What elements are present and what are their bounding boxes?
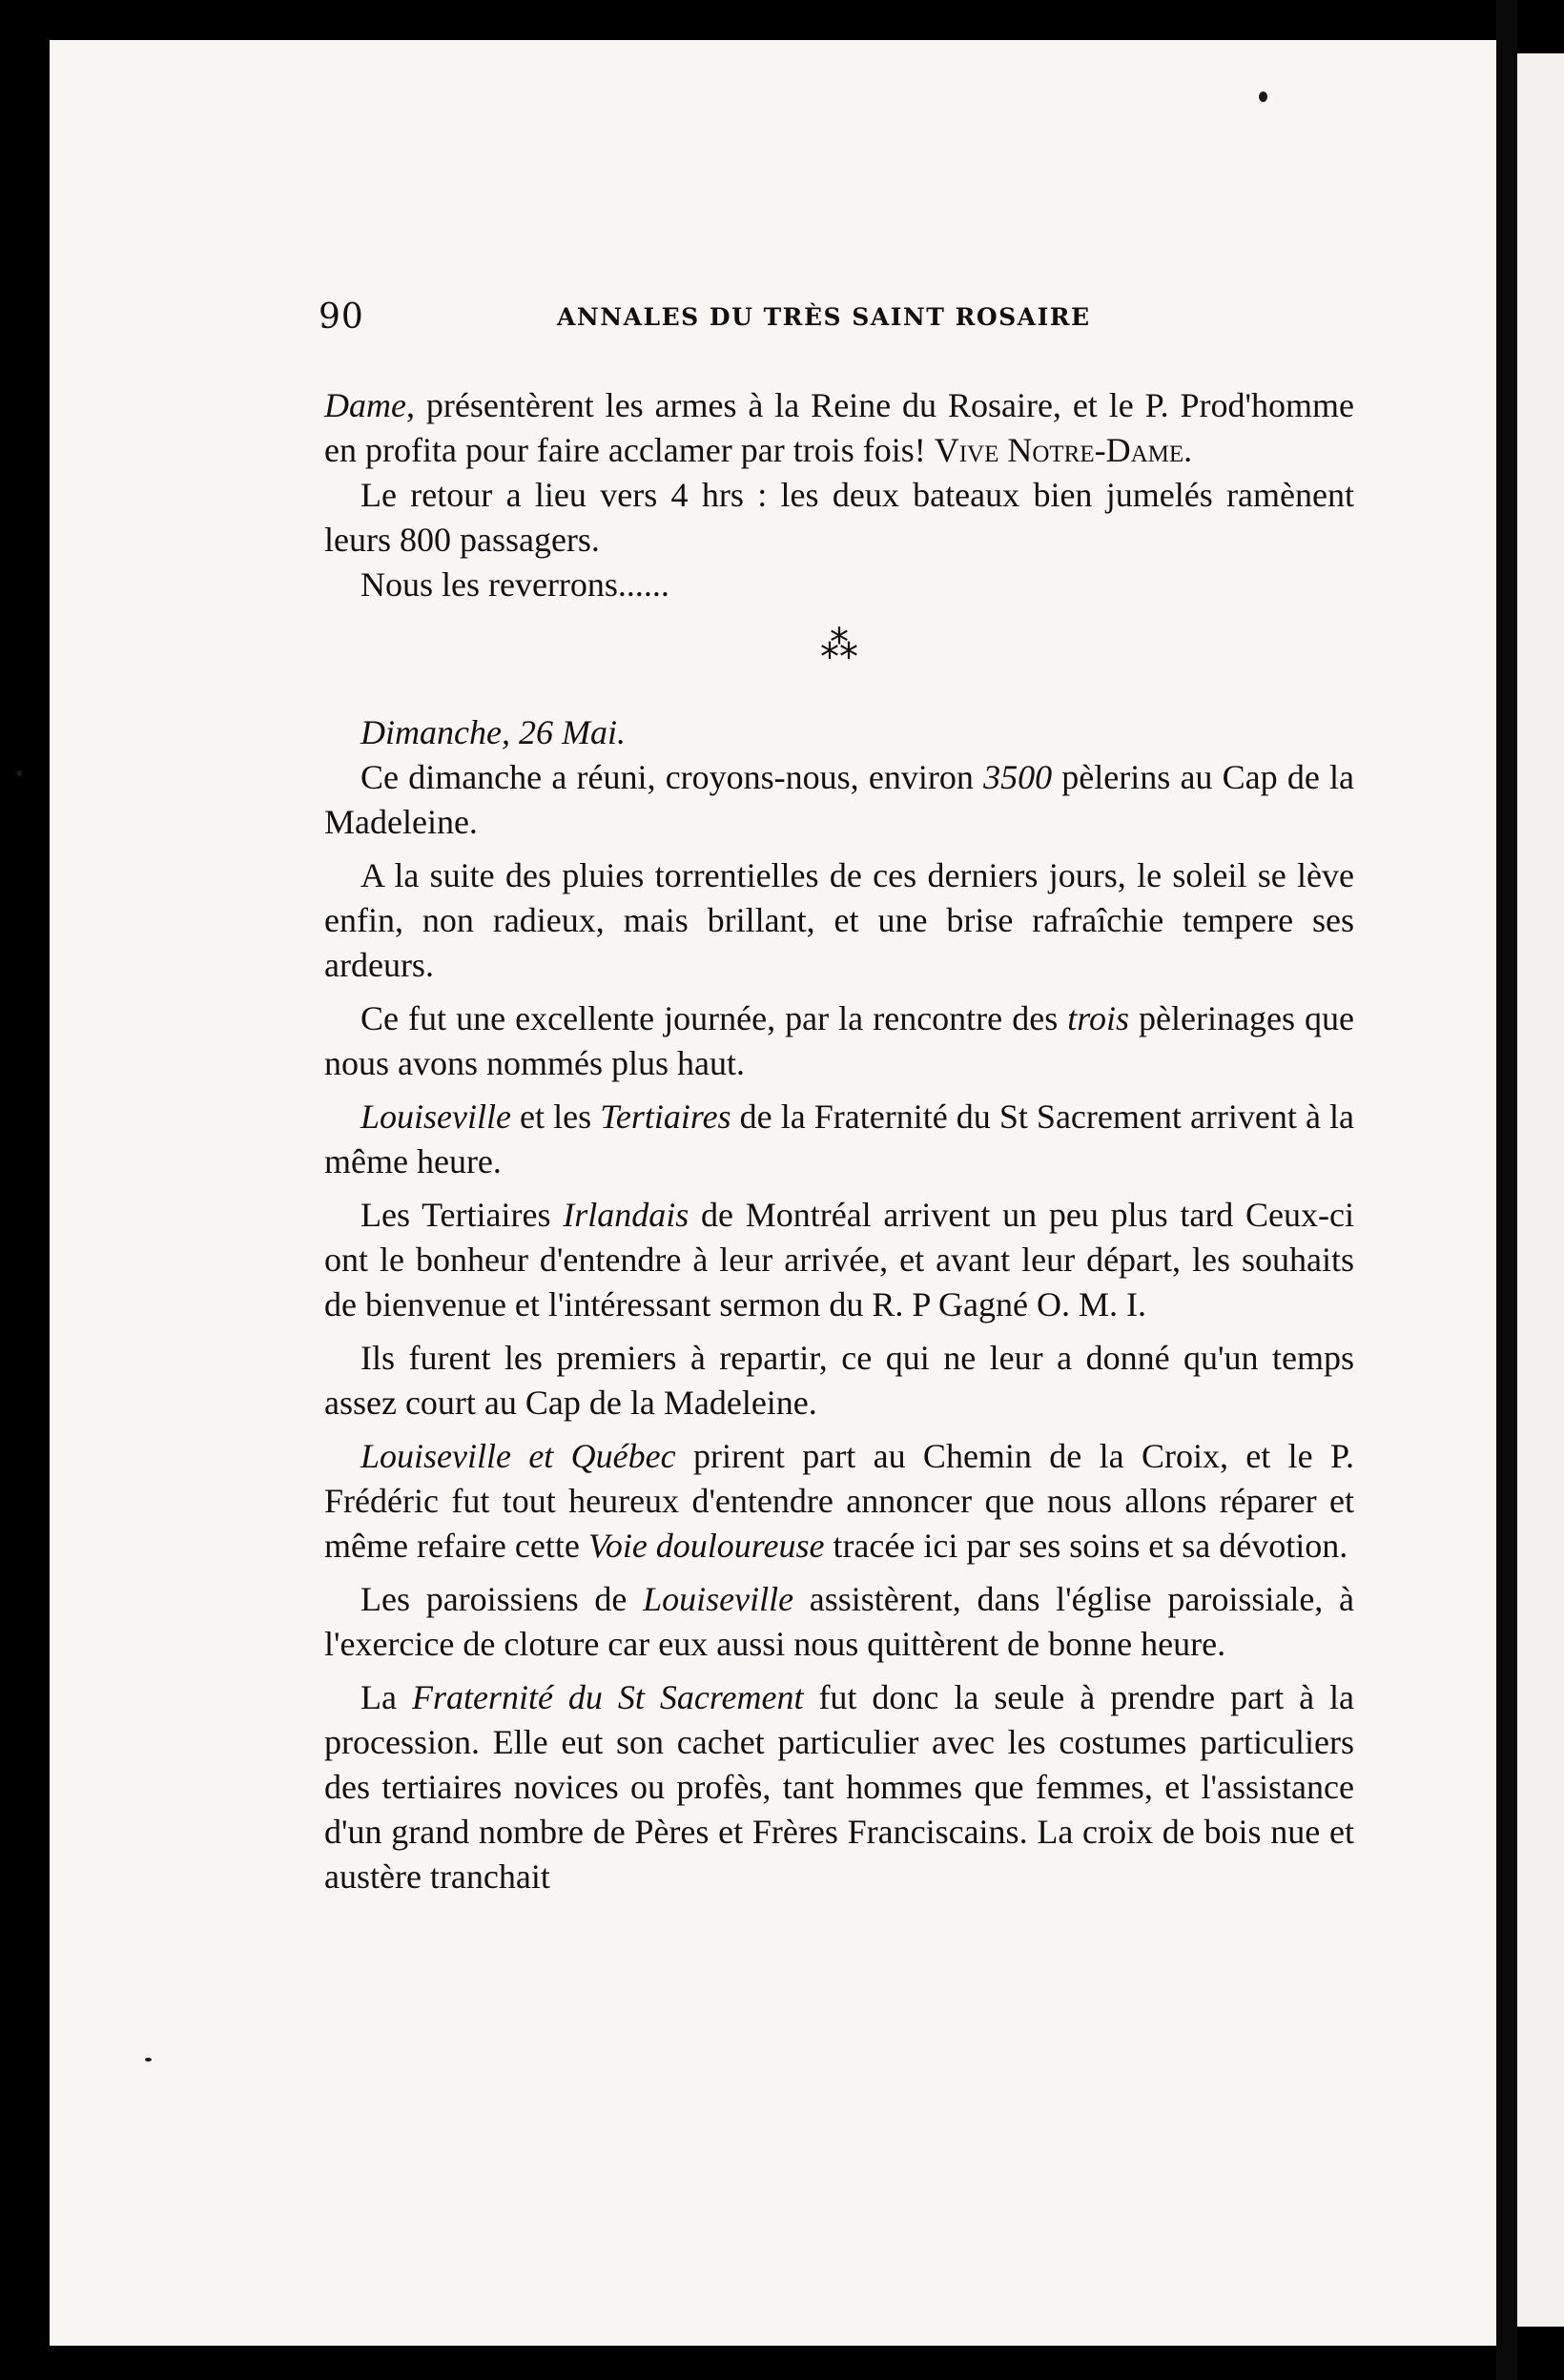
italic-text: 3500 (983, 758, 1053, 796)
asterism-glyph: ⁂ (820, 624, 858, 667)
text-run: de la Fraternité du St Sacrement arrivent à la même heure. (324, 1098, 1354, 1180)
italic-text: Louiseville (643, 1580, 794, 1618)
scan-speck (1259, 92, 1267, 102)
paragraph (324, 1193, 1354, 1327)
page-body (324, 383, 1354, 1899)
paragraph (324, 755, 1354, 845)
paragraph (324, 1095, 1354, 1184)
italic-text: Dimanche, 26 Mai. (360, 713, 626, 751)
page-number: 90 (319, 298, 364, 337)
paragraph (324, 1675, 1354, 1899)
page-gutter (1496, 0, 1517, 2380)
italic-text: Louiseville et Québec (360, 1437, 676, 1475)
paragraph (324, 1577, 1354, 1667)
scan-speck (17, 770, 22, 776)
text-run: Les Tertiaires (360, 1196, 564, 1234)
paragraph (324, 1434, 1354, 1569)
text-run: pèlerinages que nous avons nommés plus haut. (324, 999, 1354, 1082)
text-run: tracée ici par ses soins et sa dévotion. (824, 1527, 1348, 1565)
text-run: Les paroissiens de (360, 1580, 644, 1618)
text-run: fut donc la seule à prendre part à la procession. Elle eut son cachet particulier avec les costumes particuliers des tertiaires novices ou profès, tant hommes que femmes, et l'assistance d'un grand nombre de Pères et Frères Franciscains. La croix de bois nue et austère tranchait (324, 1678, 1354, 1896)
italic-text: Voie douloureuse (587, 1527, 825, 1565)
text-run: La (360, 1678, 412, 1716)
text-run: Ce dimanche a réuni, croyons-nous, environ (360, 758, 984, 796)
italic-text: trois (1067, 999, 1129, 1037)
italic-text: Tertiaires (600, 1098, 731, 1136)
text-run: et les (510, 1098, 601, 1136)
text-run: assistèrent, dans l'église paroissiale, à l'exercice de cloture car eux aussi nous quittèrent de bonne heure. (324, 1580, 1354, 1663)
text-run: Ce fut une excellente journée, par la rencontre des (360, 999, 1068, 1037)
text-run: pèlerins au Cap de la Madeleine. (324, 758, 1355, 841)
paragraph: Nous les reverrons...... (360, 565, 669, 604)
text-run: de Montréal arrivent un peu plus tard Ceux-ci ont le bonheur d'entendre à leur arrivée, et avant leur départ, les souhaits de bienvenue et l'intéressant sermon du R. P Gagné O. M. I. (324, 1196, 1355, 1323)
italic-text: Irlandais (563, 1196, 689, 1234)
running-head: ANNALES DU TRÈS SAINT ROSAIRE (557, 303, 1091, 331)
date-heading (324, 710, 1354, 755)
scan-speck (145, 2058, 152, 2062)
text-run: , présentèrent les armes à la Reine du Rosaire, et le P. Prod'homme en profita pour faire acclamer par trois fois! (324, 386, 1354, 469)
italic-text: Fraternité du St Sacrement (411, 1678, 804, 1716)
paragraph: Ils furent les premiers à repartir, ce qui ne leur a donné qu'un temps assez court au Cap de la Madeleine. (324, 1339, 1354, 1422)
italic-text: Louiseville (360, 1098, 511, 1136)
italic-text: Dame (324, 386, 406, 424)
paragraph (324, 383, 1354, 473)
small-caps-text: Vive Notre-Dame. (934, 431, 1193, 469)
paragraph: A la suite des pluies torrentielles de ces derniers jours, le soleil se lève enfin, non radieux, mais brillant, et une brise rafraîchie tempere ses ardeurs. (324, 856, 1354, 984)
text-run: prirent part au Chemin de la Croix, et le P. Frédéric fut tout heureux d'entendre annoncer que nous allons réparer et même refaire cette (324, 1437, 1355, 1565)
section-separator (324, 626, 1354, 665)
paragraph: Le retour a lieu vers 4 hrs : les deux bateaux bien jumelés ramènent leurs 800 passagers. (324, 476, 1354, 559)
page-header (319, 298, 1152, 345)
adjacent-page-edge (1517, 53, 1564, 2327)
paragraph (324, 996, 1354, 1086)
